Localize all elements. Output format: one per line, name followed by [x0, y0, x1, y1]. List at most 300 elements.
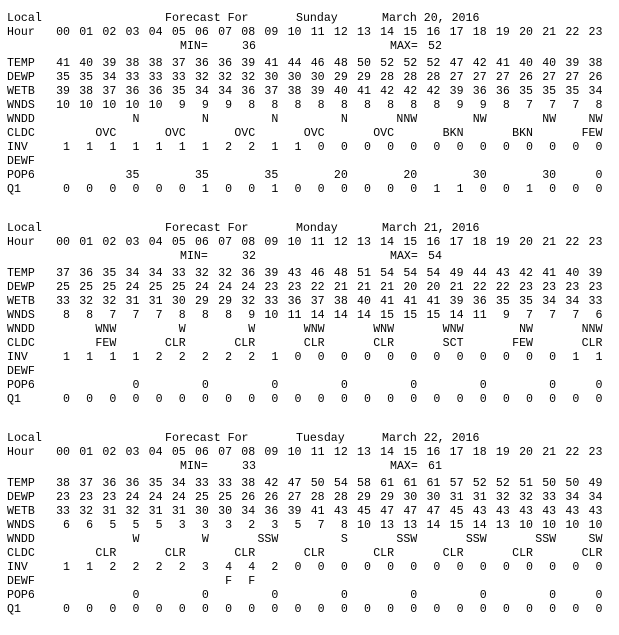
temp-cell: 36 — [79, 267, 94, 280]
temp-cell: 42 — [519, 267, 533, 280]
temp-cell: 54 — [403, 267, 418, 280]
cldc-cell: FEW — [581, 127, 603, 140]
wnds-cell: 8 — [225, 309, 233, 322]
dewp-cell: 27 — [542, 71, 557, 84]
wetb-cell: 30 — [171, 295, 186, 308]
hour-cell: 08 — [241, 26, 256, 39]
cldc-cell: CLR — [234, 547, 256, 560]
wnds-cell: 8 — [340, 99, 348, 112]
wndd-label: WNDD — [7, 323, 35, 336]
inv-cell: 1 — [271, 141, 279, 154]
hour-cell: 01 — [79, 446, 94, 459]
temp-cell: 40 — [519, 57, 533, 70]
q1-cell: 0 — [271, 603, 279, 616]
dewp-cell: 23 — [287, 281, 302, 294]
wndd-row — [0, 113, 619, 127]
hour-cell: 23 — [588, 446, 603, 459]
inv-cell: 0 — [363, 561, 371, 574]
inv-cell: 0 — [294, 351, 302, 364]
q1-cell: 1 — [456, 183, 464, 196]
inv-cell: 0 — [363, 351, 371, 364]
dewp-cell: 26 — [264, 491, 279, 504]
q1-cell: 0 — [294, 393, 302, 406]
wetb-cell: 41 — [380, 295, 395, 308]
hour-cell: 04 — [148, 236, 163, 249]
min-value: 36 — [242, 40, 256, 53]
dewp-cell: 21 — [333, 281, 348, 294]
inv-cell: 2 — [155, 561, 163, 574]
inv-cell: 2 — [178, 351, 186, 364]
dewp-cell: 25 — [56, 281, 70, 294]
wetb-cell: 36 — [148, 85, 163, 98]
temp-cell: 49 — [588, 477, 603, 490]
inv-cell: 0 — [549, 351, 557, 364]
wetb-cell: 35 — [519, 85, 533, 98]
temp-cell: 50 — [357, 57, 371, 70]
wetb-cell: 37 — [264, 85, 279, 98]
q1-label: Q1 — [7, 393, 21, 406]
temp-cell: 48 — [333, 267, 348, 280]
pop6-cell: 35 — [125, 169, 140, 182]
wnds-cell: 14 — [333, 309, 348, 322]
wndd-cell: SW — [588, 533, 603, 546]
dewp-cell: 35 — [79, 71, 94, 84]
wetb-cell: 34 — [194, 85, 209, 98]
cldc-cell: BKN — [512, 127, 533, 140]
cldc-cell: FEW — [512, 337, 533, 350]
hour-cell: 06 — [194, 446, 209, 459]
temp-cell: 47 — [287, 477, 302, 490]
inv-cell: 1 — [86, 141, 94, 154]
wetb-cell: 43 — [542, 505, 557, 518]
wnds-cell: 8 — [63, 309, 70, 322]
q1-cell: 0 — [456, 603, 464, 616]
temp-cell: 32 — [218, 267, 233, 280]
pop6-cell: 0 — [201, 379, 209, 392]
temp-cell: 49 — [449, 267, 464, 280]
dewp-cell: 22 — [310, 281, 325, 294]
inv-cell: 1 — [201, 141, 209, 154]
wnds-cell: 7 — [572, 309, 580, 322]
inv-label: INV — [7, 561, 28, 574]
inv-cell: 0 — [502, 351, 510, 364]
hour-cell: 17 — [449, 236, 464, 249]
temp-cell: 50 — [542, 477, 557, 490]
q1-cell: 0 — [248, 603, 256, 616]
q1-cell: 0 — [109, 183, 117, 196]
temp-cell: 40 — [79, 57, 94, 70]
pop6-row — [0, 169, 619, 183]
inv-cell: 1 — [572, 351, 580, 364]
temp-label: TEMP — [7, 267, 35, 280]
q1-cell: 0 — [201, 603, 209, 616]
max-value: 61 — [428, 460, 442, 473]
dewp-cell: 34 — [565, 491, 580, 504]
pop6-cell: 0 — [549, 379, 557, 392]
inv-cell: 0 — [526, 561, 533, 574]
inv-cell: 1 — [109, 351, 117, 364]
hour-cell: 15 — [403, 236, 418, 249]
dewp-cell: 30 — [403, 491, 418, 504]
hour-cell: 01 — [79, 26, 94, 39]
pop6-cell: 35 — [264, 169, 279, 182]
pop6-cell: 20 — [333, 169, 348, 182]
temp-cell: 37 — [79, 477, 94, 490]
dewp-cell: 29 — [357, 71, 371, 84]
wndd-cell: W — [201, 533, 209, 546]
dewf-row — [0, 155, 619, 169]
wnds-cell: 11 — [287, 309, 302, 322]
dewp-cell: 23 — [588, 281, 603, 294]
q1-cell: 0 — [132, 183, 140, 196]
wetb-cell: 41 — [357, 85, 371, 98]
q1-cell: 0 — [248, 183, 256, 196]
inv-cell: 2 — [155, 351, 163, 364]
wnds-cell: 14 — [426, 519, 441, 532]
dewp-cell: 35 — [56, 71, 70, 84]
dewf-cell: F — [225, 575, 233, 588]
q1-cell: 0 — [502, 393, 510, 406]
q1-cell: 0 — [109, 393, 117, 406]
inv-cell: 0 — [410, 561, 418, 574]
inv-cell: 0 — [595, 561, 603, 574]
pop6-cell: 0 — [132, 379, 140, 392]
hour-cell: 05 — [171, 446, 186, 459]
dewp-cell: 28 — [333, 491, 348, 504]
q1-cell: 0 — [387, 183, 395, 196]
inv-cell: 0 — [502, 561, 510, 574]
cldc-row — [0, 547, 619, 561]
inv-cell: 2 — [248, 351, 256, 364]
wnds-label: WNDS — [7, 99, 35, 112]
inv-cell: 0 — [317, 141, 325, 154]
cldc-label: CLDC — [7, 547, 35, 560]
wetb-cell: 33 — [56, 505, 70, 518]
wnds-cell: 7 — [549, 309, 557, 322]
wetb-cell: 40 — [333, 85, 348, 98]
wnds-cell: 8 — [595, 99, 603, 112]
inv-cell: 0 — [433, 351, 441, 364]
forecast-for-label: Forecast For — [165, 432, 249, 445]
hour-cell: 15 — [403, 26, 418, 39]
temp-cell: 37 — [56, 267, 70, 280]
hour-cell: 01 — [79, 236, 94, 249]
dewp-cell: 24 — [241, 281, 256, 294]
wnds-cell: 9 — [178, 99, 186, 112]
dewp-cell: 33 — [148, 71, 163, 84]
q1-cell: 0 — [63, 603, 70, 616]
temp-cell: 46 — [310, 267, 325, 280]
inv-cell: 0 — [387, 351, 395, 364]
q1-cell: 0 — [363, 393, 371, 406]
hour-cell: 04 — [148, 446, 163, 459]
hour-cell: 09 — [264, 236, 279, 249]
temp-cell: 41 — [264, 57, 279, 70]
q1-cell: 0 — [433, 393, 441, 406]
inv-cell: 4 — [248, 561, 256, 574]
inv-cell: 0 — [479, 351, 487, 364]
q1-cell: 0 — [340, 393, 348, 406]
q1-label: Q1 — [7, 603, 21, 616]
wnds-cell: 9 — [502, 309, 510, 322]
forecast-date: March 21, 2016 — [382, 222, 480, 235]
dewp-cell: 23 — [565, 281, 580, 294]
hour-cell: 04 — [148, 26, 163, 39]
inv-cell: 2 — [271, 561, 279, 574]
cldc-cell: CLR — [581, 547, 603, 560]
hour-cell: 20 — [519, 446, 533, 459]
wnds-cell: 10 — [102, 99, 117, 112]
temp-cell: 35 — [102, 267, 117, 280]
wetb-cell: 36 — [287, 295, 302, 308]
hour-cell: 03 — [125, 236, 140, 249]
wetb-cell: 43 — [565, 505, 580, 518]
temp-cell: 54 — [380, 267, 395, 280]
wnds-cell: 10 — [56, 99, 70, 112]
inv-cell: 1 — [86, 561, 94, 574]
weekday: Tuesday — [296, 432, 345, 445]
wnds-cell: 8 — [248, 99, 256, 112]
dewp-cell: 27 — [472, 71, 487, 84]
wndd-cell: SSW — [465, 533, 487, 546]
local-label: Local — [7, 12, 42, 25]
dewp-cell: 25 — [102, 281, 117, 294]
inv-cell: 1 — [595, 351, 603, 364]
inv-cell: 2 — [225, 351, 233, 364]
wnds-cell: 7 — [572, 99, 580, 112]
cldc-cell: OVC — [164, 127, 186, 140]
dewp-cell: 22 — [495, 281, 510, 294]
q1-cell: 0 — [63, 183, 70, 196]
wetb-cell: 31 — [148, 295, 163, 308]
dewp-cell: 28 — [380, 71, 395, 84]
wnds-cell: 14 — [357, 309, 371, 322]
q1-cell: 0 — [549, 183, 557, 196]
dewp-cell: 28 — [426, 71, 441, 84]
pop6-cell: 0 — [595, 169, 603, 182]
wetb-cell: 31 — [148, 505, 163, 518]
dewp-cell: 23 — [542, 281, 557, 294]
hour-cell: 06 — [194, 236, 209, 249]
pop6-cell: 0 — [410, 589, 418, 602]
hour-cell: 16 — [426, 26, 441, 39]
q1-cell: 0 — [86, 393, 94, 406]
wetb-cell: 34 — [241, 505, 256, 518]
wnds-cell: 7 — [155, 309, 163, 322]
wetb-cell: 33 — [264, 295, 279, 308]
q1-cell: 0 — [479, 393, 487, 406]
hour-cell: 12 — [333, 446, 348, 459]
pop6-cell: 0 — [201, 589, 209, 602]
wetb-cell: 47 — [380, 505, 395, 518]
wndd-cell: W — [132, 533, 140, 546]
dewp-cell: 24 — [194, 281, 209, 294]
wnds-cell: 10 — [125, 99, 140, 112]
temp-cell: 51 — [357, 267, 371, 280]
cldc-label: CLDC — [7, 337, 35, 350]
pop6-cell: 0 — [410, 379, 418, 392]
wnds-cell: 14 — [310, 309, 325, 322]
pop6-cell: 30 — [542, 169, 557, 182]
q1-cell: 0 — [549, 393, 557, 406]
cldc-cell: CLR — [303, 547, 325, 560]
wetb-cell: 47 — [426, 505, 441, 518]
temp-cell: 51 — [519, 477, 533, 490]
wetb-label: WETB — [7, 505, 35, 518]
cldc-cell: CLR — [512, 547, 533, 560]
dewp-cell: 25 — [148, 281, 163, 294]
temp-cell: 48 — [333, 57, 348, 70]
temp-cell: 39 — [588, 267, 603, 280]
hour-cell: 18 — [472, 236, 487, 249]
dewp-cell: 32 — [519, 491, 533, 504]
q1-cell: 0 — [410, 603, 418, 616]
temp-cell: 37 — [171, 57, 186, 70]
dewp-cell: 24 — [171, 491, 186, 504]
dewp-cell: 23 — [264, 281, 279, 294]
temp-row — [0, 57, 619, 71]
wnds-cell: 11 — [472, 309, 487, 322]
dewp-cell: 27 — [449, 71, 464, 84]
wnds-cell: 10 — [519, 519, 533, 532]
wnds-cell: 14 — [449, 309, 464, 322]
wetb-cell: 39 — [449, 85, 464, 98]
pop6-cell: 0 — [271, 589, 279, 602]
hour-cell: 20 — [519, 236, 533, 249]
temp-cell: 39 — [102, 57, 117, 70]
temp-cell: 33 — [194, 477, 209, 490]
hour-cell: 10 — [287, 236, 302, 249]
q1-cell: 0 — [433, 603, 441, 616]
q1-row — [0, 393, 619, 407]
wnds-cell: 3 — [201, 519, 209, 532]
temp-cell: 41 — [495, 57, 510, 70]
cldc-cell: OVC — [234, 127, 256, 140]
hour-cell: 07 — [218, 236, 233, 249]
temp-cell: 61 — [403, 477, 418, 490]
wetb-label: WETB — [7, 295, 35, 308]
inv-cell: 0 — [410, 141, 418, 154]
temp-cell: 36 — [218, 57, 233, 70]
dewp-cell: 26 — [519, 71, 533, 84]
wetb-cell: 36 — [125, 85, 140, 98]
dewp-cell: 20 — [426, 281, 441, 294]
weekday: Sunday — [296, 12, 338, 25]
wndd-cell: N — [132, 113, 140, 126]
inv-cell: 2 — [248, 141, 256, 154]
temp-cell: 43 — [495, 267, 510, 280]
q1-cell: 1 — [201, 183, 209, 196]
q1-cell: 0 — [225, 183, 233, 196]
wetb-cell: 40 — [357, 295, 371, 308]
q1-cell: 1 — [271, 183, 279, 196]
dewp-cell: 26 — [588, 71, 603, 84]
inv-cell: 1 — [63, 351, 70, 364]
wnds-cell: 5 — [132, 519, 140, 532]
wetb-cell: 43 — [495, 505, 510, 518]
hour-cell: 00 — [56, 446, 70, 459]
dewp-cell: 23 — [79, 491, 94, 504]
wetb-cell: 32 — [102, 295, 117, 308]
hour-cell: 14 — [380, 446, 395, 459]
wetb-cell: 35 — [542, 85, 557, 98]
inv-row — [0, 561, 619, 575]
wetb-cell: 32 — [241, 295, 256, 308]
temp-cell: 34 — [125, 267, 140, 280]
wetb-cell: 36 — [264, 505, 279, 518]
wnds-cell: 9 — [225, 99, 233, 112]
dewf-row — [0, 365, 619, 379]
wnds-cell: 7 — [549, 99, 557, 112]
dewp-cell: 33 — [125, 71, 140, 84]
temp-cell: 46 — [310, 57, 325, 70]
wndd-cell: NNW — [581, 323, 603, 336]
wndd-cell: SSW — [535, 533, 557, 546]
wnds-cell: 8 — [502, 99, 510, 112]
inv-cell: 0 — [502, 141, 510, 154]
dewp-label: DEWP — [7, 491, 35, 504]
dewp-cell: 23 — [102, 491, 117, 504]
dewp-cell: 30 — [426, 491, 441, 504]
wnds-cell: 10 — [148, 99, 163, 112]
hour-cell: 06 — [194, 26, 209, 39]
q1-cell: 0 — [155, 183, 163, 196]
dewp-cell: 26 — [241, 491, 256, 504]
q1-cell: 0 — [225, 393, 233, 406]
cldc-cell: OVC — [303, 127, 325, 140]
dewp-cell: 21 — [449, 281, 464, 294]
wndd-label: WNDD — [7, 533, 35, 546]
hour-cell: 03 — [125, 26, 140, 39]
dewp-cell: 30 — [264, 71, 279, 84]
wndd-cell: NW — [519, 323, 533, 336]
wndd-cell: WNW — [373, 323, 395, 336]
pop6-row — [0, 589, 619, 603]
wetb-cell: 41 — [403, 295, 418, 308]
q1-cell: 0 — [410, 183, 418, 196]
q1-cell: 0 — [178, 183, 186, 196]
q1-cell: 0 — [317, 393, 325, 406]
max-label: MAX= — [390, 460, 418, 473]
dewp-cell: 21 — [380, 281, 395, 294]
wetb-cell: 35 — [565, 85, 580, 98]
dewp-cell: 30 — [310, 71, 325, 84]
temp-cell: 50 — [310, 477, 325, 490]
hour-cell: 10 — [287, 446, 302, 459]
q1-cell: 1 — [433, 183, 441, 196]
hour-cell: 14 — [380, 26, 395, 39]
wetb-row — [0, 295, 619, 309]
wnds-cell: 10 — [357, 519, 371, 532]
wnds-cell: 9 — [201, 99, 209, 112]
pop6-cell: 0 — [479, 379, 487, 392]
hour-row — [0, 26, 619, 40]
q1-label: Q1 — [7, 183, 21, 196]
temp-cell: 36 — [102, 477, 117, 490]
wnds-cell: 8 — [317, 99, 325, 112]
q1-cell: 0 — [363, 183, 371, 196]
q1-cell: 0 — [294, 183, 302, 196]
hour-label: Hour — [7, 236, 35, 249]
temp-cell: 61 — [380, 477, 395, 490]
temp-cell: 35 — [148, 477, 163, 490]
pop6-cell: 0 — [595, 379, 603, 392]
max-label: MAX= — [390, 250, 418, 263]
wetb-cell: 42 — [403, 85, 418, 98]
wetb-cell: 45 — [449, 505, 464, 518]
q1-cell: 0 — [595, 393, 603, 406]
inv-cell: 0 — [387, 561, 395, 574]
